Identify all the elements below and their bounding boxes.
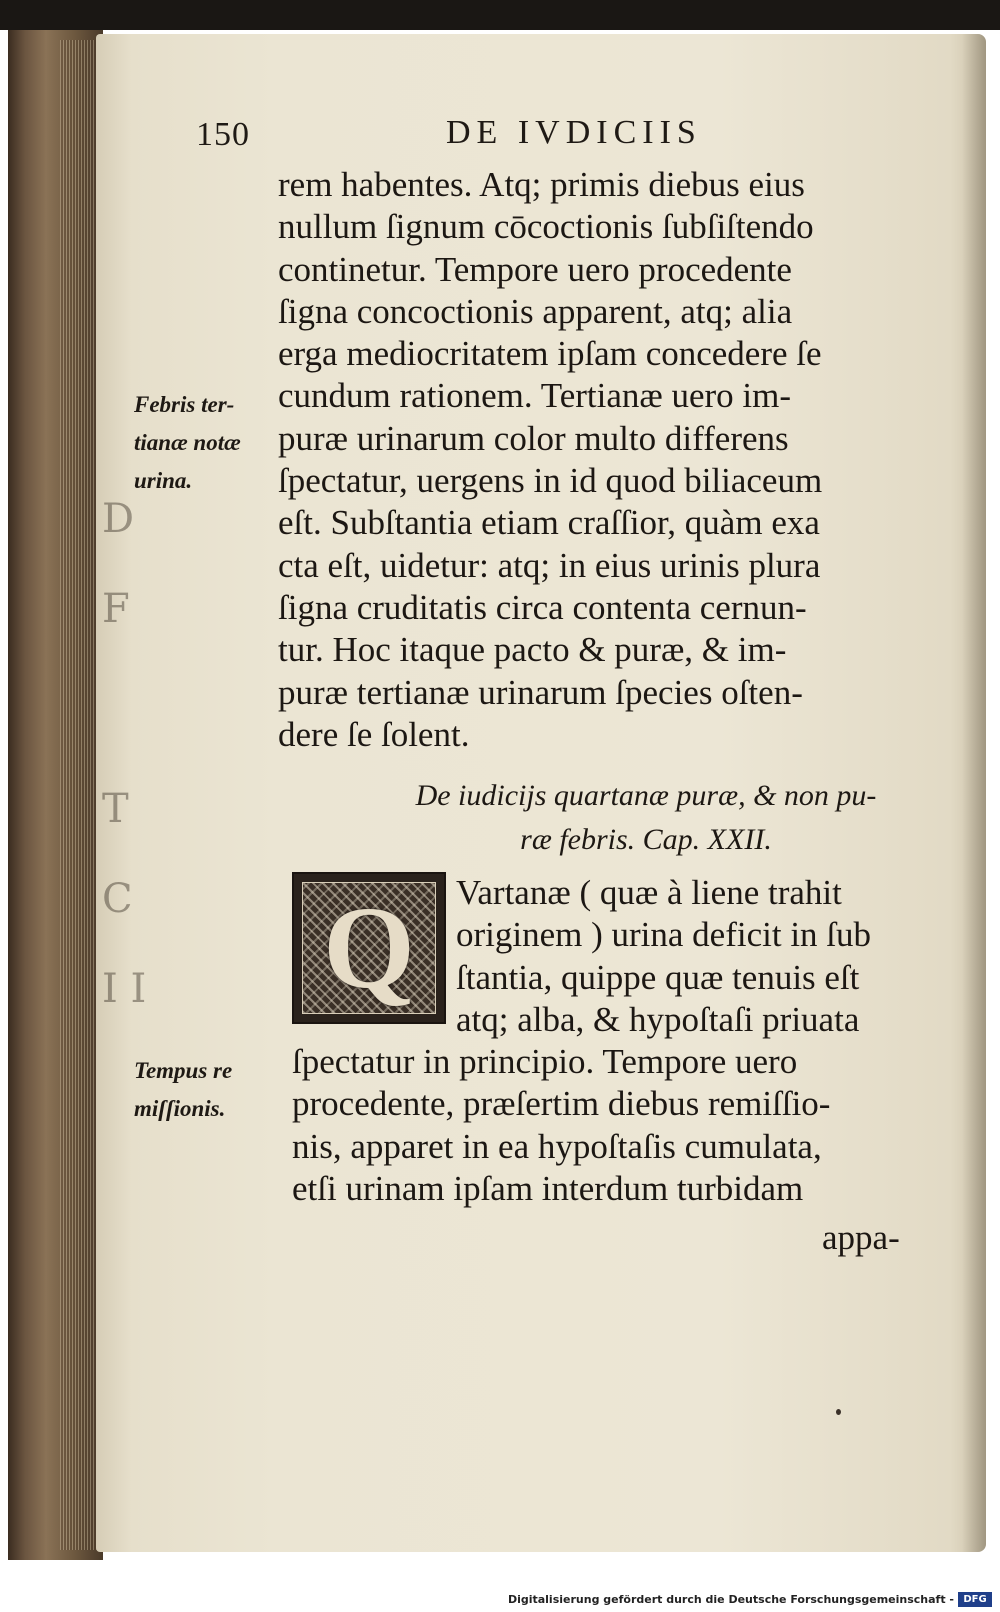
footer-bar: [0, 1590, 1000, 1612]
page-number: 150: [196, 116, 250, 153]
marginal-line: Tempus re: [134, 1058, 233, 1083]
bleed-letter: C: [102, 876, 133, 922]
page-edge-lines: [60, 40, 100, 1550]
text-line: puræ tertianæ urinarum ſpecies oſten-: [278, 672, 803, 712]
chapter-heading: [366, 774, 926, 862]
body-text-block-2: [292, 1041, 932, 1210]
text-line: etſi urinam ipſam interdum turbidam: [292, 1168, 804, 1208]
text-line: dere ſe ſolent.: [278, 714, 470, 754]
text-line: rem habentes. Atq; primis diebus eius: [278, 165, 805, 204]
initial-letter: Q: [323, 882, 415, 1013]
chapter-heading-line: De iudicijs quartanæ puræ, & non pu-: [415, 779, 877, 812]
text-line: nullum ſignum cōcoctionis ſubſiſtendo: [278, 207, 814, 247]
marginal-line: tianæ notæ: [134, 430, 241, 455]
text-line: cta eſt, uidetur: atq; in eius urinis plura: [278, 545, 821, 585]
marginal-line: Febris ter-: [134, 392, 235, 417]
text-line: nis, apparet in ea hypoſtaſis cumulata,: [292, 1126, 822, 1166]
running-head: [96, 112, 986, 162]
marginal-line: miſſionis.: [134, 1096, 226, 1121]
body-text-block-1: [278, 164, 918, 756]
bleed-letter: F: [102, 586, 130, 632]
text-line: puræ urinarum color multo differens: [278, 418, 789, 458]
bleed-through-text: [102, 474, 182, 1014]
catchword: appa-: [822, 1218, 900, 1257]
marginal-line: urina.: [134, 468, 193, 493]
text-line: Vartanæ ( quæ à liene trahit: [456, 873, 842, 912]
text-line: ſigna concoctionis apparent, atq; alia: [278, 291, 793, 331]
text-line: ſtantia, quippe quæ tenuis eſt: [456, 957, 860, 997]
book-page: [96, 34, 986, 1552]
text-line: tur. Hoc itaque pacto & puræ, & im-: [278, 630, 787, 670]
bleed-letter: T: [102, 786, 129, 832]
marginal-note-remission: [134, 1052, 232, 1128]
bleed-letter: D: [102, 496, 135, 542]
text-line: originem ) urina deficit in ſub: [456, 915, 872, 955]
text-line: ſpectatur, uergens in id quod biliaceum: [278, 461, 823, 501]
text-line: continetur. Tempore uero procedente: [278, 249, 792, 289]
gutter-shadow: [962, 34, 986, 1552]
text-line: ſigna cruditatis circa contenta cernun-: [278, 587, 807, 627]
body-text-block-initial: [456, 872, 926, 1041]
text-line: ſpectatur in principio. Tempore uero: [292, 1042, 798, 1081]
text-line: cundum rationem. Tertianæ uero im-: [278, 376, 792, 416]
bleed-letter: I I: [102, 966, 147, 1012]
dfg-logo[interactable]: DFG: [958, 1592, 992, 1607]
chapter-heading-line: ræ febris. Cap. XXII.: [520, 823, 772, 856]
text-line: erga mediocritatem ipſam concedere ſe: [278, 334, 822, 374]
running-head-title: DE IVDICIIS: [446, 114, 702, 151]
footer-credit: Digitalisierung gefördert durch die Deutsche Forschungsgemeinschaft -: [507, 1593, 954, 1606]
text-line: eſt. Subſtantia etiam craſſior, quàm exa: [278, 503, 820, 543]
text-line: procedente, præſertim diebus remiſſio-: [292, 1084, 831, 1124]
scan-top-border: [0, 0, 1000, 30]
paper-speck: [836, 1409, 841, 1415]
decorated-initial-icon: [292, 872, 446, 1024]
text-line: atq; alba, & hypoſtaſi priuata: [456, 999, 860, 1039]
marginal-note-fever: [134, 386, 241, 500]
